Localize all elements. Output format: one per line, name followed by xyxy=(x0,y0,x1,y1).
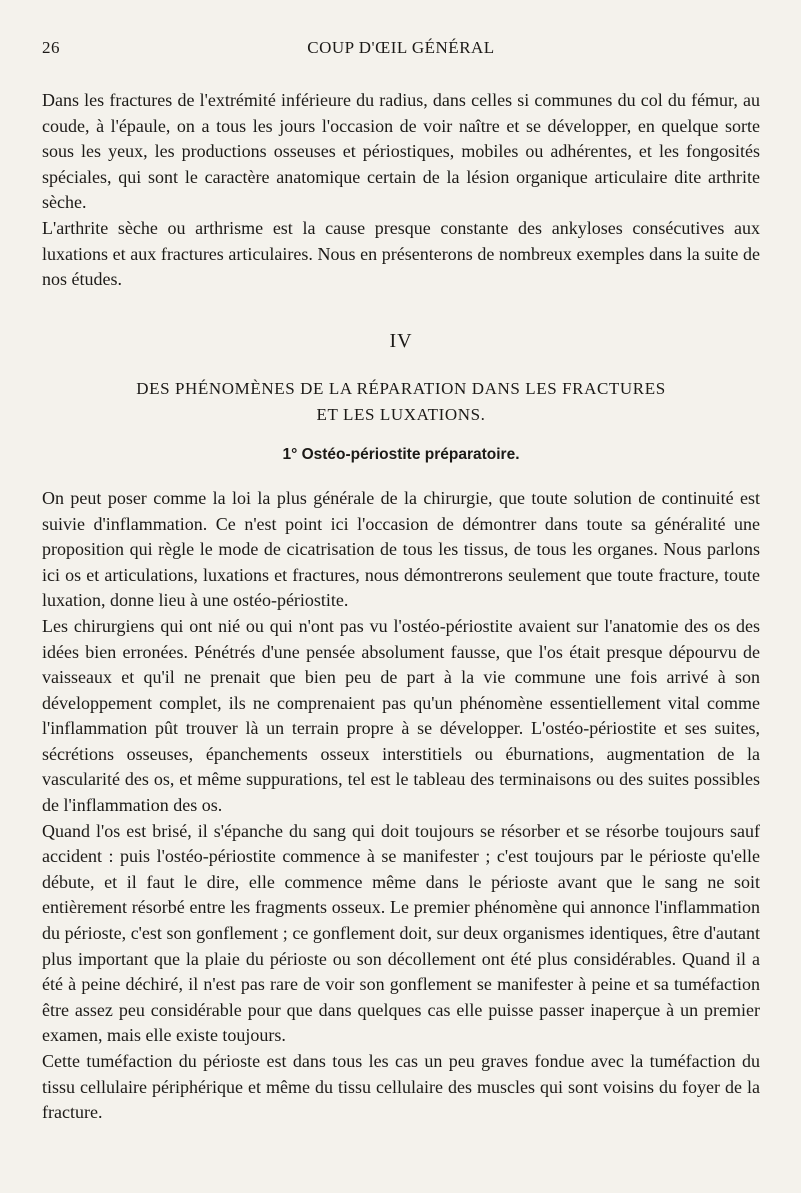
section-number: IV xyxy=(389,329,413,352)
book-page xyxy=(42,0,760,1193)
section-title-line-1: DES PHÉNOMÈNES DE LA RÉPARATION DANS LES FRACTURES xyxy=(136,379,666,399)
paragraph-intro-2: L'arthrite sèche ou arthrisme est la cause presque constante des ankyloses consécutives aux luxations et aux fractures articulaires. Nous en présenterons de nombreux exemples dans la suite de nos études. xyxy=(42,217,760,290)
body-text xyxy=(42,88,760,1126)
paragraph-section-4: Cette tuméfaction du périoste est dans tous les cas un peu graves fondue avec la tuméfaction du tissu cellulaire périphérique et même du tissu cellulaire des muscles qui sont voisins du foyer de la fracture. xyxy=(42,1051,760,1123)
running-title: COUP D'ŒIL GÉNÉRAL xyxy=(307,38,495,57)
page-number: 26 xyxy=(42,38,60,57)
paragraph-section-3: Quand l'os est brisé, il s'épanche du sang qui doit toujours se résorber et se résorbe toujours sauf accident : puis l'ostéo-périostite commence à se manifester ; c'est toujours par le périoste qu'elle débute, et il faut le dire, elle commence même dans le périoste avant que le sang ne soit entièrement résorbé entre les fragments osseux. Le premier phénomène qui annonce l'inflammation du périoste, c'est son gonflement ; ce gonflement doit, sur deux organismes identiques, être d'autant plus important que la plaie du périoste ou son décollement ont été plus considérables. Quand il a été à peine déchiré, il n'est pas rare de voir son gonflement se manifester à peine et sa tuméfaction être assez peu considérable pour que dans quelques cas elle puisse passer inaperçue à un premier examen, mais elle existe toujours. xyxy=(42,820,760,1046)
section-title xyxy=(42,376,760,428)
section-title-line-2: ET LES LUXATIONS. xyxy=(316,405,486,425)
paragraph-intro-1: Dans les fractures de l'extrémité inférieure du radius, dans celles si communes du col du fémur, au coude, à l'épaule, on a tous les jours l'occasion de voir naître et se développer, en quelque sorte sous les yeux, les productions osseuses et périostiques, mobiles ou adhérentes, et les fongosités spéciales, qui sont le caractère anatomique certain de la lésion organique articulaire dite arthrite sèche. xyxy=(42,90,760,213)
subsection-title: 1° Ostéo-périostite préparatoire. xyxy=(282,446,520,464)
paragraph-section-1: On peut poser comme la loi la plus générale de la chirurgie, que toute solution de continuité est suivie d'inflammation. Ce n'est point ici l'occasion de démontrer dans toute sa généralité une proposition qui règle le mode de cicatrisation de tous les tissus, de tous les organes. Nous parlons ici os et articulations, luxations et fractures, nous démontrerons seulement que toute fracture, toute luxation, donne lieu à une ostéo-périostite. xyxy=(42,487,760,611)
page-header xyxy=(42,38,760,62)
paragraph-section-2: Les chirurgiens qui ont nié ou qui n'ont pas vu l'ostéo-périostite avaient sur l'anatomie des os des idées bien erronées. Pénétrés d'une pensée absolument fausse, que l'os était presque dépourvu de vaisseaux et qu'il ne prenait que bien peu de part à la vie commune une fois arrivé à son développement complet, ils ne comprenaient pas qu'un phénomène essentiellement vital comme l'inflammation pût trouver là un terrain propre à se développer. L'ostéo-périostite et ses suites, sécrétions osseuses, épanchements osseux interstitiels ou éburnations, augmentation de la vascularité des os, et même suppurations, tel est le tableau des terminaisons ou des suites possibles de l'inflammation des os. xyxy=(42,615,760,816)
